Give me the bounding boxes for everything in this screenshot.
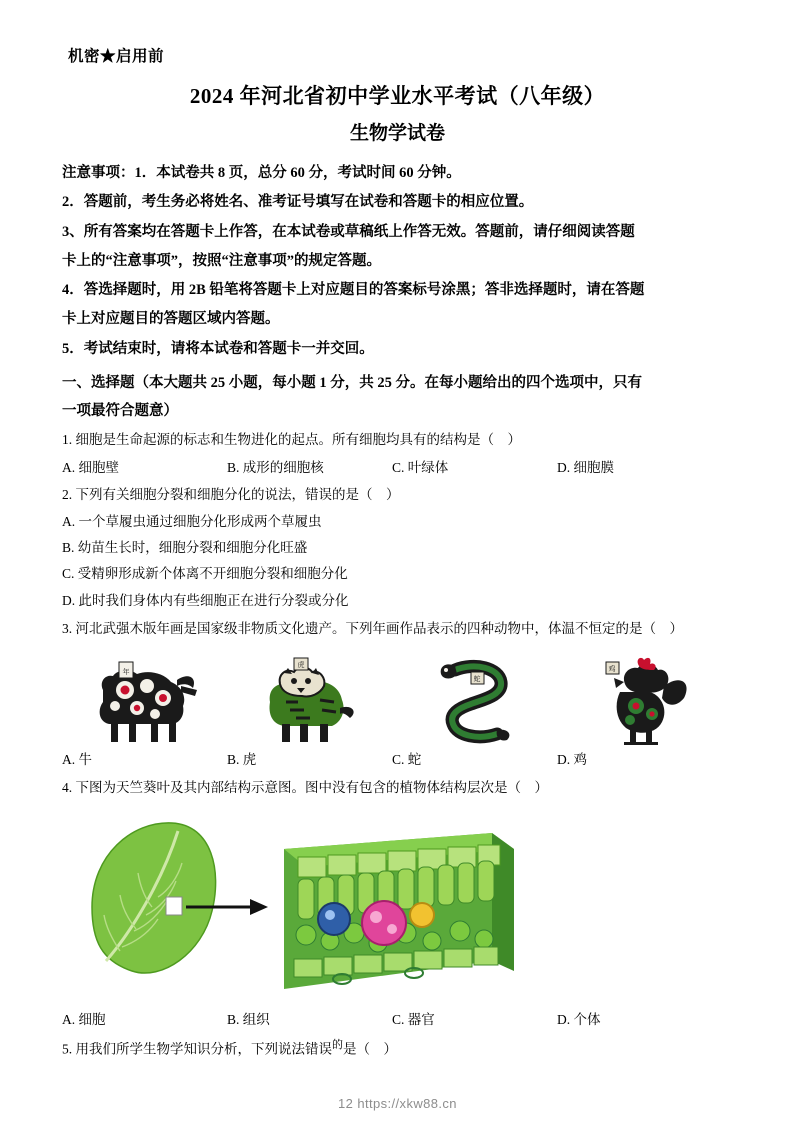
figure-cell-tiger	[227, 650, 392, 746]
svg-text:鸡: 鸡	[608, 665, 615, 674]
rooster-woodcut-icon	[580, 656, 700, 746]
notice-line-1: 注意事项：1．本试卷共 8 页，总分 60 分，考试时间 60 分钟。	[62, 165, 461, 181]
question-stem-2: 2. 下列有关细胞分裂和细胞分化的说法，错误的是（ ）	[62, 487, 400, 503]
page-subtitle: 生物学试卷	[349, 123, 445, 144]
option-1c[interactable]: C. 叶绿体	[392, 459, 449, 475]
option-3a[interactable]: A. 牛	[62, 752, 92, 768]
svg-text:年: 年	[122, 668, 129, 677]
secret-label: 机密★启用前	[68, 48, 165, 65]
option-2b[interactable]: B. 幼苗生长时，细胞分裂和细胞分化旺盛	[62, 539, 308, 555]
tiger-woodcut-icon	[250, 656, 370, 746]
notice-line-3: 3、所有答案均在答题卡上作答，在本试卷或草稿纸上作答无效。答题前，请仔细阅读答题	[62, 223, 635, 240]
notice-line-4: 卡上的“注意事项”，按照“注意事项”的规定答题。	[62, 252, 381, 269]
svg-text:虎: 虎	[297, 661, 304, 670]
option-3c[interactable]: C. 蛇	[392, 752, 422, 768]
leaf-cross-section-diagram	[62, 811, 732, 1001]
option-3b[interactable]: B. 虎	[227, 752, 257, 768]
question-stem-5-sup: 的	[332, 1038, 343, 1051]
option-4b[interactable]: B. 组织	[227, 1012, 270, 1028]
question-stem-4: 4. 下图为天竺葵叶及其内部结构示意图。图中没有包含的植物体结构层次是（ ）	[62, 779, 548, 795]
option-2a[interactable]: A. 一个草履虫通过细胞分化形成两个草履虫	[62, 513, 322, 529]
question-stem-5-post: 是（ ）	[343, 1041, 397, 1057]
leaf-structure-figure	[62, 811, 733, 1001]
section-heading	[62, 369, 733, 426]
question-3-figures	[62, 650, 733, 746]
figure-cell-snake	[392, 650, 557, 746]
question-stem-3: 3. 河北武强木版年画是国家级非物质文化遗产。下列年画作品表示的四种动物中，体温不恒定的是（ ）	[62, 620, 683, 636]
notice-line-7: 5．考试结束时，请将本试卷和答题卡一并交回。	[62, 340, 374, 357]
leaf-cross-section-block	[284, 833, 514, 989]
question-stem-1: 1. 细胞是生命起源的标志和生物进化的起点。所有细胞均具有的结构是（ ）	[62, 432, 521, 448]
figure-cell-rooster	[557, 650, 722, 746]
option-4a[interactable]: A. 细胞	[62, 1012, 106, 1028]
notice-block	[62, 159, 733, 363]
question-options-1	[62, 455, 733, 481]
option-4c[interactable]: C. 器官	[392, 1012, 435, 1028]
section-heading-line-2: 一项最符合题意）	[62, 403, 178, 420]
page-title: 2024 年河北省初中学业水平考试（八年级）	[189, 84, 606, 108]
leaf-shape	[92, 823, 216, 973]
question-options-2	[62, 509, 733, 614]
option-2d[interactable]: D. 此时我们身体内有些细胞正在进行分裂或分化	[62, 592, 349, 608]
figure-cell-ox	[62, 650, 227, 746]
option-1b[interactable]: B. 成形的细胞核	[227, 459, 324, 475]
option-3d[interactable]: D. 鸡	[557, 752, 587, 768]
notice-line-6: 卡上对应题目的答题区域内答题。	[62, 311, 280, 328]
option-1d[interactable]: D. 细胞膜	[557, 459, 614, 475]
option-1a[interactable]: A. 细胞壁	[62, 459, 119, 475]
notice-line-2: 2．答题前，考生务必将姓名、准考证号填写在试卷和答题卡的相应位置。	[62, 194, 534, 211]
svg-text:蛇: 蛇	[473, 675, 480, 684]
snake-woodcut-icon	[415, 656, 535, 746]
question-options-3	[62, 747, 733, 773]
question-stem-5-pre: 5. 用我们所学生物学知识分析，下列说法错误	[62, 1041, 332, 1057]
watermark: 12 https://xkw88.cn	[338, 1096, 457, 1111]
section-heading-line-1: 一、选择题（本大题共 25 小题，每小题 1 分，共 25 分。在每小题给出的四个选项中，只有	[62, 374, 642, 391]
question-options-4	[62, 1007, 733, 1033]
question-stem-5	[62, 1035, 733, 1063]
ox-woodcut-icon	[85, 656, 205, 746]
option-4d[interactable]: D. 个体	[557, 1012, 601, 1028]
notice-line-5: 4．答选择题时，用 2B 铅笔将答题卡上对应题目的答案标号涂黑；答非选择题时，请在答题	[62, 282, 645, 299]
option-2c[interactable]: C. 受精卵形成新个体离不开细胞分裂和细胞分化	[62, 566, 348, 582]
